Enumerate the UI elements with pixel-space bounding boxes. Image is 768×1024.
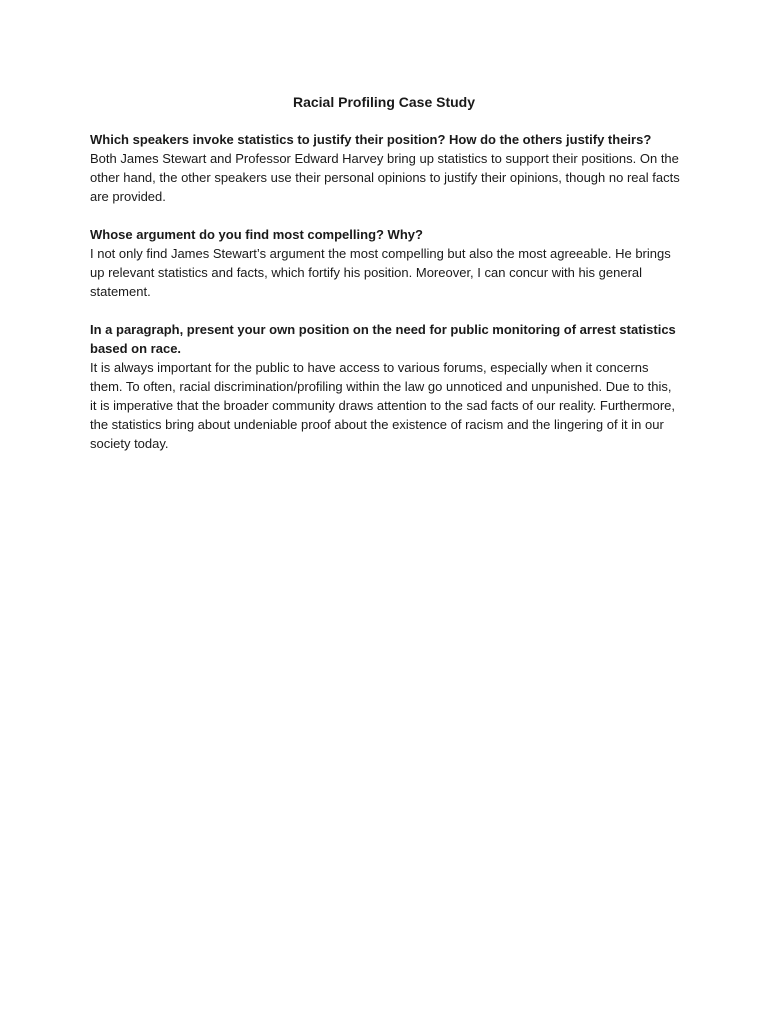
document-body [90,130,680,472]
answer-2: I not only find James Stewart’s argument the most compelling but also the most agreeable. He brings up relevant statistics and facts, which fortify his position. Moreover, I can concur with his general statement. [90,246,671,299]
question-3: In a paragraph, present your own position on the need for public monitoring of arrest statistics based on race. [90,322,676,356]
question-1: Which speakers invoke statistics to justify their position? How do the others justify theirs? [90,132,652,147]
answer-3: It is always important for the public to have access to various forums, especially when it concerns them. To often, racial discrimination/profiling within the law go unnoticed and unpunished. Due to this, it is imperative that the broader community draws attention to the sad facts of our reality. Furthermore, the statistics bring about undeniable proof about the existence of racism and the lingering of it in our society today. [90,360,676,451]
qa-section-2 [90,225,680,301]
answer-1: Both James Stewart and Professor Edward Harvey bring up statistics to support their positions. On the other hand, the other speakers use their personal opinions to justify their opinions, though no real facts are provided. [90,151,680,204]
question-2: Whose argument do you find most compelling? Why? [90,227,423,242]
qa-section-3 [90,320,680,453]
qa-section-1 [90,130,680,206]
document-title: Racial Profiling Case Study [292,94,476,110]
